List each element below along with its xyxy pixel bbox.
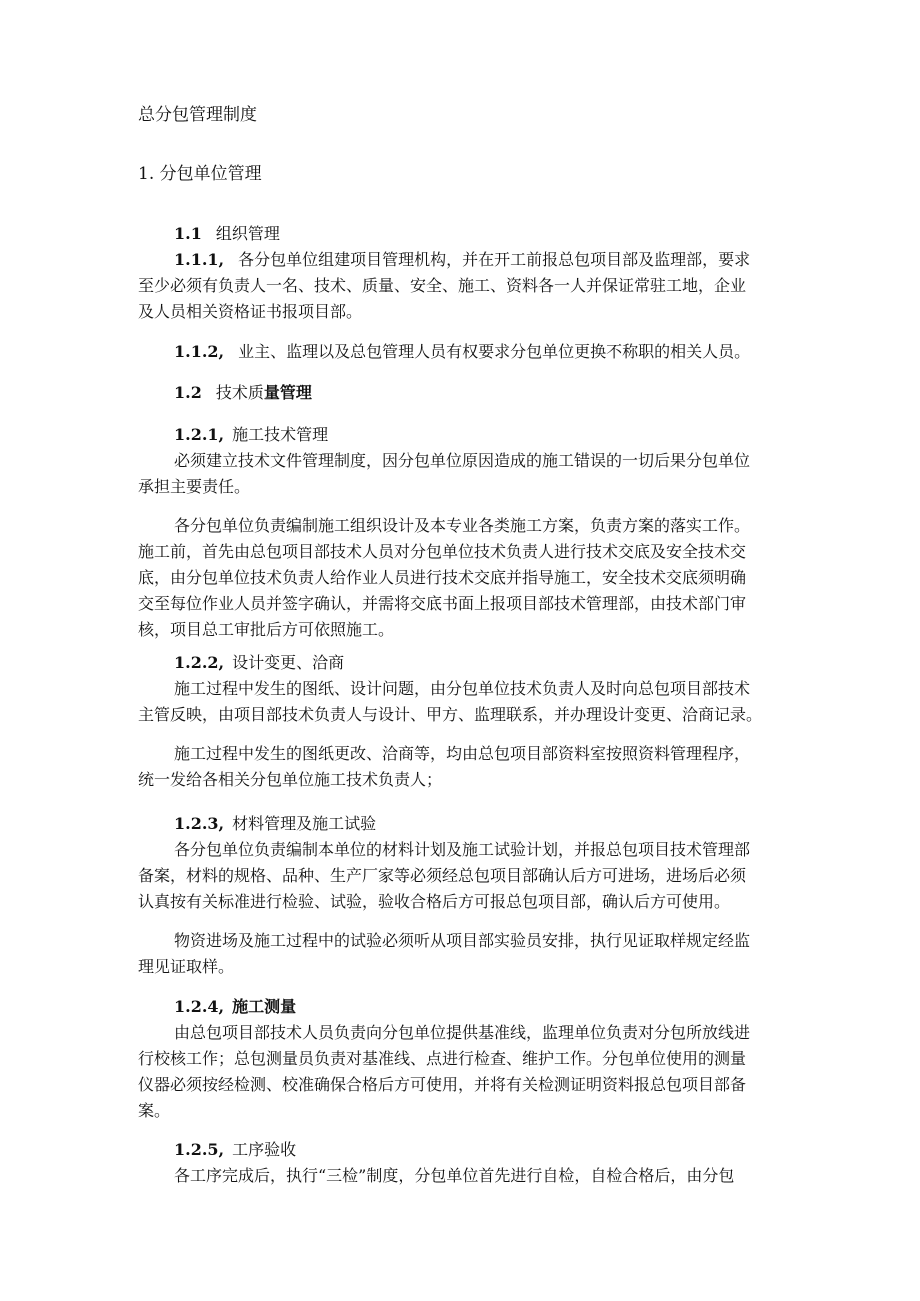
heading-1-2-1	[138, 422, 822, 448]
heading-1-2-4	[138, 994, 822, 1020]
heading-number: 1.2	[174, 383, 202, 402]
paragraph-line: 核，项目总工审批后方可依照施工。	[138, 620, 395, 639]
paragraph-line: 统一发给各相关分包单位施工技术负责人；	[138, 770, 443, 789]
paragraph-line: 施工过程中发生的图纸、设计问题，由分包单位技术负责人及时向总包项目部技术	[174, 679, 751, 698]
heading-number: 1.2.1,	[174, 425, 225, 444]
paragraph-1-1-2	[138, 339, 822, 365]
section-1-title: 1. 分包单位管理	[138, 164, 262, 184]
paragraph-line: 各分包单位组建项目管理机构，并在开工前报总包项目部及监理部，要求	[238, 250, 751, 269]
paragraph-line: 理见证取样。	[138, 957, 235, 976]
heading-text-part-bold: 量管理	[263, 383, 312, 402]
paragraph-line: 仪器必须按经检测、校准确保合格后方可使用，并将有关检测证明资料报总包项目部备	[138, 1075, 747, 1094]
paragraph-tech-docs	[138, 448, 786, 500]
heading-number: 1.2.3,	[174, 814, 225, 833]
paragraph-surveying	[138, 1020, 786, 1124]
paragraph-line: 至少必须有负责人一名、技术、质量、安全、施工、资料各一人并保证常驻工地，企业	[138, 276, 747, 295]
heading-1-2-2	[138, 650, 822, 676]
paragraph-line: 必须建立技术文件管理制度，因分包单位原因造成的施工错误的一切后果分包单位	[174, 451, 751, 470]
paragraph-line: 底，由分包单位技术负责人给作业人员进行技术交底并指导施工，安全技术交底须明确	[138, 568, 747, 587]
paragraph-line: 主管反映，由项目部技术负责人与设计、甲方、监理联系，并办理设计变更、洽商记录。	[138, 705, 763, 724]
paragraph-line: 各工序完成后，执行“三检”制度，分包单位首先进行自检，自检合格后，由分包	[174, 1166, 735, 1185]
heading-text-part: 技术质	[215, 383, 264, 402]
paragraph-line: 施工过程中发生的图纸更改、洽商等，均由总包项目部资料室按照资料管理程序，	[174, 744, 751, 763]
clause-number: 1.1.2,	[174, 342, 225, 361]
paragraph-line: 业主、监理以及总包管理人员有权要求分包单位更换不称职的相关人员。	[238, 342, 751, 361]
paragraph-line: 各分包单位负责编制施工组织设计及本专业各类施工方案，负责方案的落实工作。	[174, 516, 751, 535]
heading-1-1	[138, 221, 822, 247]
document-title: 总分包管理制度	[138, 105, 257, 125]
paragraph-drawing-changes	[138, 741, 786, 793]
heading-text: 组织管理	[215, 224, 280, 243]
heading-1-2-5	[138, 1137, 822, 1163]
paragraph-line: 物资进场及施工过程中的试验必须听从项目部实验员安排，执行见证取样规定经监	[174, 931, 751, 950]
heading-number: 1.2.2,	[174, 653, 225, 672]
heading-text: 工序验收	[232, 1140, 297, 1159]
paragraph-line: 及人员相关资格证书报项目部。	[138, 302, 363, 321]
paragraph-line: 交至每位作业人员并签字确认，并需将交底书面上报项目部技术管理部，由技术部门审	[138, 594, 747, 613]
paragraph-line: 案。	[138, 1101, 171, 1120]
paragraph-line: 认真按有关标准进行检验、试验，验收合格后方可报总包项目部，确认后方可使用。	[138, 892, 731, 911]
paragraph-line: 施工前，首先由总包项目部技术人员对分包单位技术负责人进行技术交底及安全技术交	[138, 542, 747, 561]
paragraph-1-1-1	[138, 247, 786, 325]
heading-1-2-3	[138, 811, 822, 837]
heading-number: 1.1	[174, 224, 202, 243]
paragraph-line: 行校核工作；总包测量员负责对基准线、点进行检查、维护工作。分包单位使用的测量	[138, 1049, 747, 1068]
paragraph-construction-plan	[138, 513, 786, 643]
heading-number: 1.2.5,	[174, 1140, 225, 1159]
paragraph-line: 备案，材料的规格、品种、生产厂家等必须经总包项目部确认后方可进场，进场后必须	[138, 866, 747, 885]
paragraph-process-acceptance	[138, 1163, 786, 1189]
heading-text: 材料管理及施工试验	[232, 814, 377, 833]
heading-text: 设计变更、洽商	[232, 653, 345, 672]
paragraph-design-issues	[138, 676, 786, 728]
heading-text: 施工测量	[232, 997, 297, 1016]
paragraph-line: 由总包项目部技术人员负责向分包单位提供基准线，监理单位负责对分包所放线进	[174, 1023, 751, 1042]
paragraph-line: 各分包单位负责编制本单位的材料计划及施工试验计划，并报总包项目技术管理部	[174, 840, 751, 859]
heading-text: 施工技术管理	[232, 425, 329, 444]
paragraph-material-plan	[138, 837, 786, 915]
heading-number: 1.2.4,	[174, 997, 225, 1016]
paragraph-material-testing	[138, 928, 786, 980]
clause-number: 1.1.1,	[174, 250, 225, 269]
heading-1-2	[138, 380, 822, 406]
paragraph-line: 承担主要责任。	[138, 477, 251, 496]
